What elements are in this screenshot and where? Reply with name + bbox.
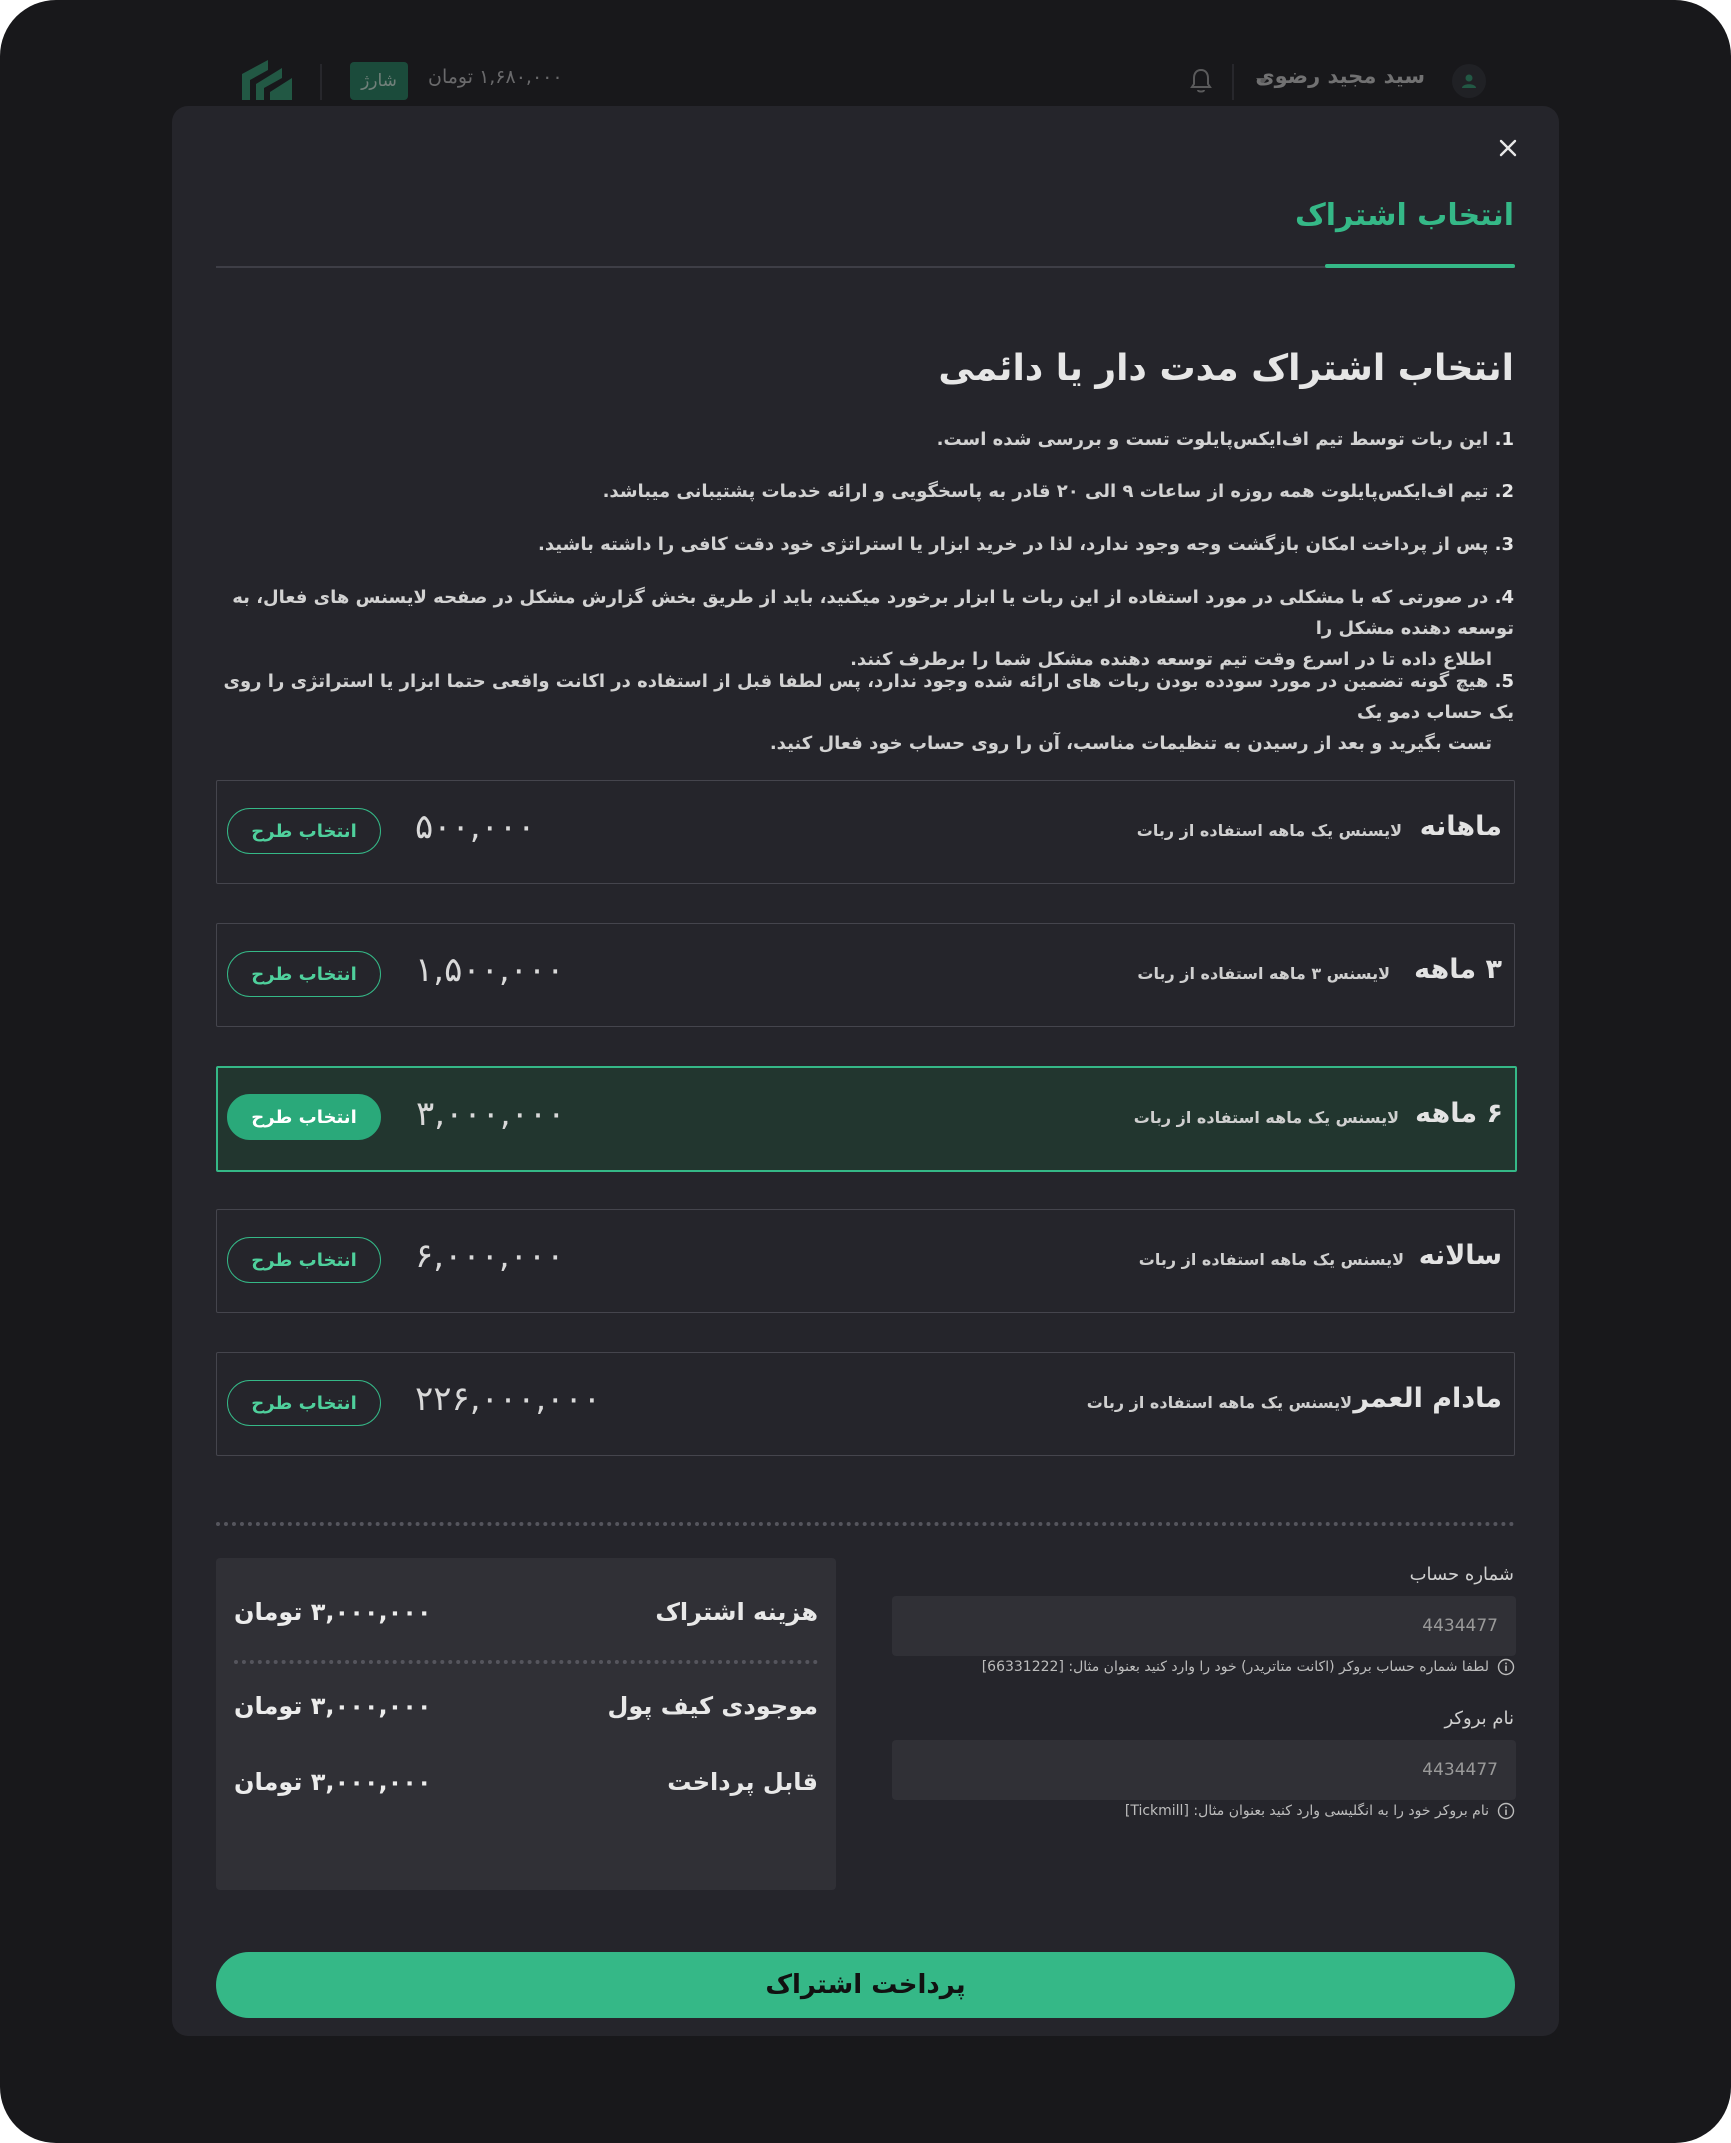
plan-price: ۵۰۰,۰۰۰ xyxy=(415,807,536,847)
select-plan-button[interactable]: انتخاب طرح xyxy=(227,1237,381,1283)
info-icon xyxy=(1497,1658,1515,1676)
avatar[interactable] xyxy=(1452,64,1486,98)
plan-3-months[interactable] xyxy=(216,923,1515,1027)
rule-item: 3. پس از پرداخت امکان بازگشت وجه وجود ندارد، لذا در خرید ابزار یا استراتژی خود دقت کافی را داشته باشید. xyxy=(538,534,1514,555)
plan-name: ۶ ماهه xyxy=(1415,1098,1503,1129)
divider xyxy=(320,64,322,100)
plan-6-months[interactable] xyxy=(216,1066,1517,1172)
tab-subscription[interactable]: انتخاب اشتراک xyxy=(1295,198,1514,233)
select-plan-button[interactable]: انتخاب طرح xyxy=(227,951,381,997)
select-plan-button[interactable]: انتخاب طرح xyxy=(227,1380,381,1426)
rule-item: 4. در صورتی که با مشکلی در مورد استفاده از این ربات یا ابزار برخورد میکنید، باید از طریق بخش گزارش مشکل در صفحه لایسنس های فعال، به توسعه دهنده مشکل را اطلاع داده تا در اسرع وقت تیم توسعه دهنده مشکل شما را برطرف کنند. xyxy=(232,587,1514,670)
rule-item: 2. تیم اف‌ایکس‌پایلوت همه روزه از ساعات ۹ الی ۲۰ قادر به پاسخگویی و ارائه خدمات پشتیبانی میباشد. xyxy=(602,481,1514,502)
summary-divider xyxy=(234,1660,818,1664)
subscription-modal xyxy=(172,106,1559,2036)
plan-description: لایسنس یک ماهه استفاده از ربات xyxy=(1138,1250,1404,1269)
payable-value: ۳,۰۰۰,۰۰۰ تومان xyxy=(234,1768,432,1796)
plan-description: لایسنس یک ماهه استفاده از ربات xyxy=(1133,1108,1399,1127)
wallet-balance-value: ۳,۰۰۰,۰۰۰ تومان xyxy=(234,1692,432,1720)
pay-subscription-button[interactable]: پرداخت اشتراک xyxy=(216,1952,1515,2018)
account-number-input[interactable] xyxy=(892,1596,1516,1656)
plan-price: ۲۲۶,۰۰۰,۰۰۰ xyxy=(415,1379,601,1419)
bell-icon[interactable] xyxy=(1190,68,1212,94)
plan-name: مادام العمر xyxy=(1353,1383,1502,1414)
user-name[interactable]: سید مجید رضوی xyxy=(1255,64,1425,88)
plan-yearly[interactable] xyxy=(216,1209,1515,1313)
select-plan-button[interactable]: انتخاب طرح xyxy=(227,808,381,854)
payment-summary xyxy=(216,1558,836,1890)
tab-divider xyxy=(216,266,1515,268)
rule-item: 5. هیچ گونه تضمین در مورد سودده بودن ربات های ارائه شده وجود ندارد، پس لطفا قبل از استفاده در اکانت واقعی حتما ابزار یا استراتژی را روی یک حساب دمو یک تست بگیرید و بعد از رسیدن به تنظیمات مناسب، آن را روی حساب خود فعال کنید. xyxy=(223,671,1514,754)
plan-name: سالانه xyxy=(1418,1240,1502,1271)
divider xyxy=(1232,64,1234,100)
plan-price: ۱,۵۰۰,۰۰۰ xyxy=(415,950,565,990)
select-plan-button[interactable]: انتخاب طرح xyxy=(227,1094,381,1140)
plan-lifetime[interactable] xyxy=(216,1352,1515,1456)
plan-monthly[interactable] xyxy=(216,780,1515,884)
subscription-cost-value: ۳,۰۰۰,۰۰۰ تومان xyxy=(234,1598,432,1626)
subscription-cost-label: هزینه اشتراک xyxy=(655,1598,818,1626)
broker-name-label: نام بروکر xyxy=(1444,1708,1514,1729)
tab-active-indicator xyxy=(1325,264,1515,268)
charge-button[interactable]: شارژ xyxy=(350,62,408,100)
section-divider xyxy=(216,1522,1515,1526)
plan-price: ۶,۰۰۰,۰۰۰ xyxy=(415,1236,565,1276)
section-title: انتخاب اشتراک مدت دار یا دائمی xyxy=(938,348,1514,389)
rule-item: 1. این ربات توسط تیم اف‌ایکس‌پایلوت تست و بررسی شده است. xyxy=(936,429,1514,450)
plan-description: لایسنس ۳ ماهه استفاده از ربات xyxy=(1137,964,1390,983)
info-icon xyxy=(1497,1802,1515,1820)
plan-description: لایسنس یک ماهه استفاده از ربات xyxy=(1086,1393,1352,1412)
account-number-label: شماره حساب xyxy=(1409,1564,1514,1585)
account-number-hint: لطفا شماره حساب بروکر (اکانت متاتریدر) خود را وارد کنید بعنوان مثال: [66331222] xyxy=(981,1659,1489,1675)
close-icon[interactable] xyxy=(1490,130,1526,166)
broker-name-input[interactable] xyxy=(892,1740,1516,1800)
broker-name-hint: نام بروکر خود را به انگلیسی وارد کنید بعنوان مثال: [Tickmill] xyxy=(1124,1803,1489,1819)
payable-label: قابل پرداخت xyxy=(667,1768,818,1796)
wallet-balance: ۱,۶۸۰,۰۰۰ تومان xyxy=(428,66,563,88)
user-icon xyxy=(1461,73,1477,89)
plan-price: ۳,۰۰۰,۰۰۰ xyxy=(416,1094,566,1134)
plan-description: لایسنس یک ماهه استفاده از ربات xyxy=(1136,821,1402,840)
wallet-balance-label: موجودی کیف پول xyxy=(607,1692,818,1720)
plan-name: ۳ ماهه xyxy=(1414,954,1502,985)
plan-name: ماهانه xyxy=(1419,811,1502,842)
brand-logo-icon xyxy=(238,52,296,104)
